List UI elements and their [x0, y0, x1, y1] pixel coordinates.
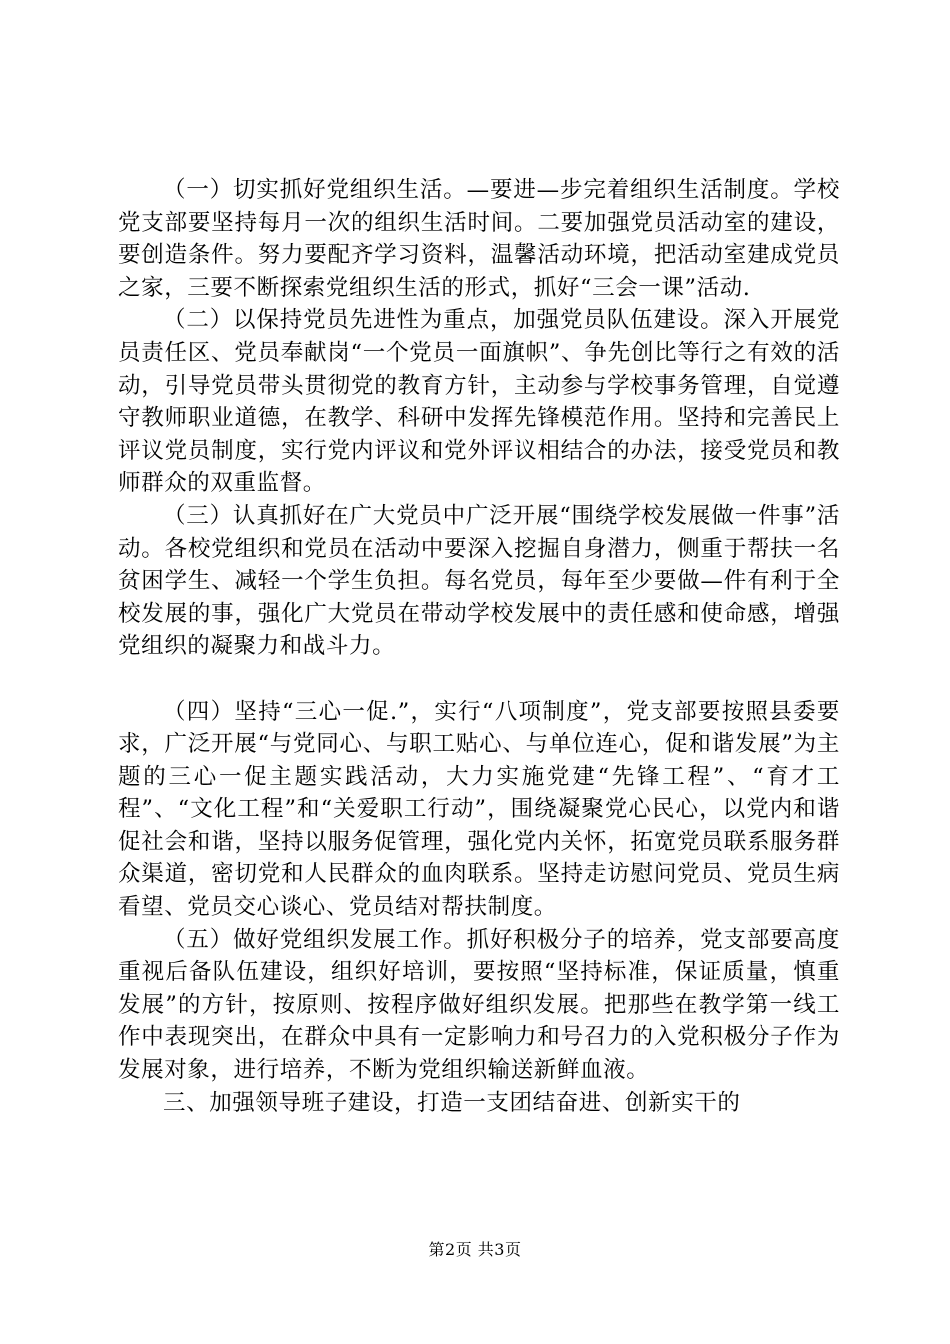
paragraph-2: （二）以保持党员先进性为重点，加强党员队伍建设。深入开展党员责任区、党员奉献岗“一个党员一面旗帜”、争先创比等行之有效的活动，引导党员带头贯彻党的教育方针，主动参与学校事务管理，自觉遵守教师职业道德，在教学、科研中发挥先锋模范作用。坚持和完善民上评议党员制度，实行党内评议和党外评议相结合的办法，接受党员和教师群众的双重监督。: [118, 307, 840, 497]
document-body: [118, 174, 840, 1119]
paragraph-3: （三）认真抓好在广大党员中广泛开展“围绕学校发展做一件事”活动。各校党组织和党员在活动中要深入挖掘自身潜力，侧重于帮扶一名贫困学生、减轻一个学生负担。每名党员，每年至少要做—件有利于全校发展的事，强化广大党员在带动学校发展中的责任感和使命感，增强党组织的凝聚力和战斗力。: [118, 502, 840, 660]
paragraph-5: （五）做好党组织发展工作。抓好积极分子的培养，党支部要高度重视后备队伍建设，组织好培训，要按照“坚持标准，保证质量，慎重发展”的方针，按原则、按程序做好组织发展。把那些在教学第一线工作中表现突出，在群众中具有一定影响力和号召力的入党积极分子作为发展对象，进行培养，不断为党组织输送新鲜血液。: [118, 926, 840, 1084]
page-footer: [0, 1240, 950, 1260]
paragraph-1: （一）切实抓好党组织生活。—要进—步完着组织生活制度。学校党支部要坚持每月一次的组织生活时间。二要加强党员活动室的建设，要创造条件。努力要配齐学习资料，温馨活动环境，把活动室建成党员之家，三要不断探索党组织生活的形式，抓好“三会一课”活动.: [118, 177, 840, 301]
paragraph-4: （四）坚持“三心一促.”，实行“八项制度”，党支部要按照县委要求，广泛开展“与党同心、与职工贴心、与单位连心，促和谐发展”为主题的三心一促主题实践活动，大力实施党建“先锋工程”、“育才工程”、“文化工程”和“关爱职工行动”，围绕凝聚党心民心，以党内和谐促社会和谐，坚持以服务促管理，强化党内关怀，拓宽党员联系服务群众渠道，密切党和人民群众的血肉联系。坚持走访慰问党员、党员生病看望、党员交心谈心、党员结对帮扶制度。: [118, 698, 840, 921]
page-number-label: 第2页 共3页: [428, 1240, 522, 1259]
section-heading: 三、加强领导班子建设，打造一支团结奋进、创新实干的: [163, 1089, 741, 1116]
